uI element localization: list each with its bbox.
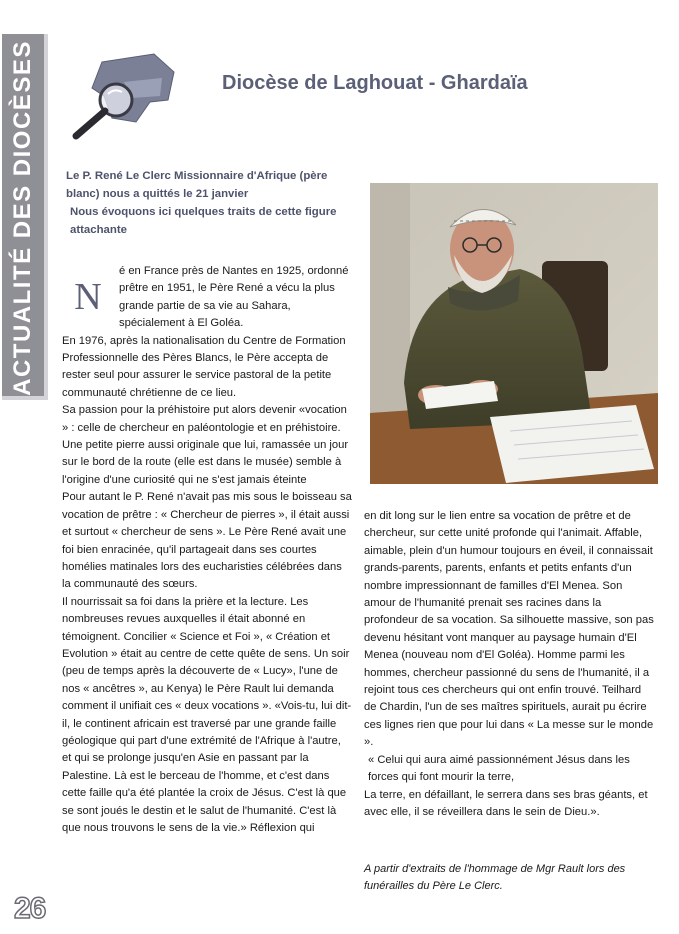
- section-band: [2, 34, 48, 400]
- quote-line: « Celui qui aura aimé passionnément Jésus dans les forces qui font mourir la terre,: [368, 753, 630, 784]
- portrait-photo: [370, 183, 658, 484]
- diocese-title: Diocèse de Laghouat - Ghardaïa: [222, 72, 528, 94]
- magnifier-map-icon: [62, 48, 192, 148]
- article-column-2: [364, 508, 654, 821]
- paragraph: Pour autant le P. René n'avait pas mis sous le boisseau sa vocation de prêtre : « Chercheur de pierres », il était aussi et surtout « chercheur de sens ». Le Père René avait une foi bien enracinée, qu'il partageait dans ses courtes homélies matinales lors des eucharisties célébrées dans la communauté des sœurs.: [62, 491, 352, 591]
- article-caption: A partir d'extraits de l'hommage de Mgr Rault lors des funérailles du Père Le Clerc.: [364, 863, 626, 892]
- first-paragraph: [62, 263, 352, 333]
- paragraph: é en France près de Nantes en 1925, ordonné prêtre en 1951, le Père René a vécu la plus grande partie de sa vie au Sahara, spécialement à El Goléa.: [119, 265, 349, 330]
- paragraph: En 1976, après la nationalisation du Centre de Formation Professionnelle des Pères Blancs, le Père accepta de rester seul pour assurer le service pastoral de la petite communauté chrétienne de ce lieu.: [62, 334, 346, 399]
- intro-block: [66, 167, 356, 239]
- intro-line-1: Le P. René Le Clerc Missionnaire d'Afrique (père blanc) nous a quittés le 21 janvier: [66, 170, 328, 200]
- paragraph: en dit long sur le lien entre sa vocation de prêtre et de chercheur, sur cette unité profonde qui l'animait. Affable, aimable, plein d'un humour toujours en éveil, il connaissait grands-parents, parents, enfants et petits enfants d'un nombre impressionnant de familles d'El Menea. Son amour de l'humanité prenait ses racines dans la profondeur de sa vocation. Sa silhouette massive, son pas devenu hésitant vont manquer au paysage humain d'El Menea (nouveau nom d'El Goléa). Homme parmi les hommes, chercheur passionné du sens de l'humanité, il a rejoint tous ces chercheurs qui ont enfin trouvé. Teilhard de Chardin, l'un de ses maîtres spirituels, aurait pu écrire ces lignes rien que pour lui dans « La messe sur le monde ».: [364, 510, 654, 749]
- section-label: ACTUALITÉ DES DIOCÈSES: [9, 40, 36, 396]
- quote-line: La terre, en défaillant, le serrera dans ses bras géants, et avec elle, il se réveillera dans le sein de Dieu.».: [364, 788, 648, 818]
- page-number: 26: [14, 892, 46, 925]
- paragraph: Il nourrissait sa foi dans la prière et la lecture. Les nombreuses revues auxquelles il était abonné en témoignent. Concilier « Science et Foi », « Création et Evolution » était au centre de cette quête de sens. Un soir (peu de temps après la découverte de « Lucy», l'une de nos « ancêtres », au Kenya) le Père Rault lui demanda comment il unifiait ces « deux vocations ». «Vois-tu, lui dit-il, le continent africain est traversé par une grande faille géologique qui part d'une extrémité de l'Afrique à l'autre, et qui se prolonge jusqu'en Asie en passant par la Palestine. Là est le berceau de l'homme, et c'est dans cette faille qu'a été plantée la croix de Jésus. C'est là que se sont joués le destin et le salut de l'humanité. C'est là que nous trouvons le sens de la vie.» Réflexion qui: [62, 595, 352, 834]
- article-column-1: [62, 263, 352, 837]
- intro-line-2: Nous évoquons ici quelques traits de cette figure attachante: [70, 206, 337, 236]
- paragraph: Sa passion pour la préhistoire put alors devenir «vocation » : celle de chercheur en paléontologie et en préhistoire. Une petite pierre aussi originale que lui, ramassée un jour sur le bord de la route (elle est dans le musée) semble à l'origine d'une curiosité qui ne s'est jamais éteinte: [62, 404, 349, 486]
- drop-cap: N: [74, 276, 102, 319]
